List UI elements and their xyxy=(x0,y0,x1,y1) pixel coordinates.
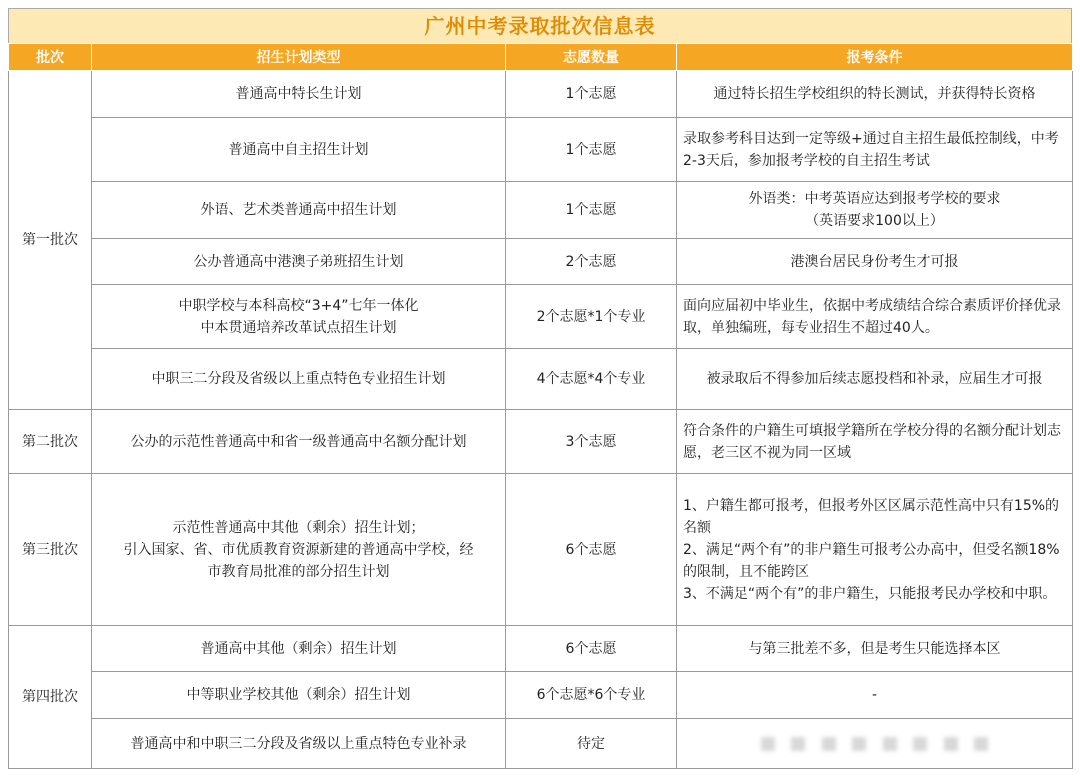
count-cell: 1个志愿 xyxy=(506,71,677,118)
count-cell: 1个志愿 xyxy=(506,118,677,182)
plan-cell xyxy=(92,474,506,626)
admission-table xyxy=(8,43,1073,769)
count-cell: 1个志愿 xyxy=(506,182,677,239)
plan-line: 中职学校与本科高校“3+4”七年一体化 xyxy=(178,297,419,314)
header-row xyxy=(9,44,1073,71)
condition-cell: 港澳台居民身份考生才可报 xyxy=(677,239,1073,285)
table-row xyxy=(9,71,1073,118)
header-plan-type: 招生计划类型 xyxy=(92,44,506,71)
plan-line: 引入国家、省、市优质教育资源新建的普通高中学校，经 xyxy=(123,541,474,558)
header-conditions: 报考条件 xyxy=(677,44,1073,71)
plan-cell: 普通高中自主招生计划 xyxy=(92,118,506,182)
blurred-watermark xyxy=(852,737,866,751)
condition-line: 3、不满足“两个有”的非户籍生，只能报考民办学校和中职。 xyxy=(683,585,1057,602)
count-cell: 4个志愿*4个专业 xyxy=(506,349,677,410)
blurred-watermark xyxy=(913,737,927,751)
condition-line: （英语要求100以上） xyxy=(805,213,944,229)
blurred-watermark xyxy=(791,737,805,751)
blurred-watermark xyxy=(883,737,897,751)
blurred-watermark xyxy=(822,737,836,751)
condition-cell xyxy=(677,719,1073,769)
blurred-watermark xyxy=(944,737,958,751)
plan-line: 市教育局批准的部分招生计划 xyxy=(207,563,390,580)
header-batch: 批次 xyxy=(9,44,92,71)
batch-cell: 第二批次 xyxy=(9,410,92,474)
table-row xyxy=(9,672,1073,719)
table-title: 广州中考录取批次信息表 xyxy=(8,8,1072,43)
condition-cell xyxy=(677,182,1073,239)
table-row xyxy=(9,118,1073,182)
condition-line: 1、户籍生都可报考，但报考外区区属示范性高中只有15%的名额 xyxy=(683,497,1060,536)
plan-line: 中本贯通培养改革试点招生计划 xyxy=(200,319,397,336)
count-cell: 待定 xyxy=(506,719,677,769)
count-cell: 2个志愿 xyxy=(506,239,677,285)
table-row xyxy=(9,239,1073,285)
plan-cell: 普通高中和中职三二分段及省级以上重点特色专业补录 xyxy=(92,719,506,769)
plan-cell xyxy=(92,285,506,349)
condition-cell xyxy=(677,474,1073,626)
condition-cell: 符合条件的户籍生可填报学籍所在学校分得的名额分配计划志愿，老三区不视为同一区域 xyxy=(677,410,1073,474)
table-row xyxy=(9,349,1073,410)
plan-cell: 中职三二分段及省级以上重点特色专业招生计划 xyxy=(92,349,506,410)
condition-line: 外语类：中考英语应达到报考学校的要求 xyxy=(748,191,1001,207)
condition-cell: 面向应届初中毕业生，依据中考成绩结合综合素质评价择优录取，单独编班，每专业招生不超过40人。 xyxy=(677,285,1073,349)
plan-cell: 外语、艺术类普通高中招生计划 xyxy=(92,182,506,239)
count-cell: 2个志愿*1个专业 xyxy=(506,285,677,349)
plan-line: 示范性普通高中其他（剩余）招生计划； xyxy=(172,519,425,536)
table-row xyxy=(9,719,1073,769)
table-row xyxy=(9,410,1073,474)
header-choice-count: 志愿数量 xyxy=(506,44,677,71)
table-row xyxy=(9,474,1073,626)
plan-cell: 公办普通高中港澳子弟班招生计划 xyxy=(92,239,506,285)
batch-cell: 第四批次 xyxy=(9,626,92,769)
condition-cell: - xyxy=(677,672,1073,719)
table-row xyxy=(9,626,1073,672)
batch-cell: 第三批次 xyxy=(9,474,92,626)
condition-cell: 通过特长招生学校组织的特长测试，并获得特长资格 xyxy=(677,71,1073,118)
table-row xyxy=(9,285,1073,349)
plan-cell: 普通高中特长生计划 xyxy=(92,71,506,118)
count-cell: 6个志愿*6个专业 xyxy=(506,672,677,719)
blurred-watermark xyxy=(761,737,775,751)
blurred-watermark xyxy=(974,737,988,751)
plan-cell: 中等职业学校其他（剩余）招生计划 xyxy=(92,672,506,719)
plan-cell: 公办的示范性普通高中和省一级普通高中名额分配计划 xyxy=(92,410,506,474)
count-cell: 6个志愿 xyxy=(506,474,677,626)
condition-cell: 与第三批差不多，但是考生只能选择本区 xyxy=(677,626,1073,672)
condition-cell: 录取参考科目达到一定等级+通过自主招生最低控制线，中考2-3天后，参加报考学校的自主招生考试 xyxy=(677,118,1073,182)
count-cell: 6个志愿 xyxy=(506,626,677,672)
condition-cell: 被录取后不得参加后续志愿投档和补录，应届生才可报 xyxy=(677,349,1073,410)
count-cell: 3个志愿 xyxy=(506,410,677,474)
table-row xyxy=(9,182,1073,239)
batch-cell: 第一批次 xyxy=(9,71,92,410)
plan-cell: 普通高中其他（剩余）招生计划 xyxy=(92,626,506,672)
admission-table-container xyxy=(8,8,1072,769)
condition-line: 2、满足“两个有”的非户籍生可报考公办高中，但受名额18%的限制，且不能跨区 xyxy=(683,541,1060,580)
